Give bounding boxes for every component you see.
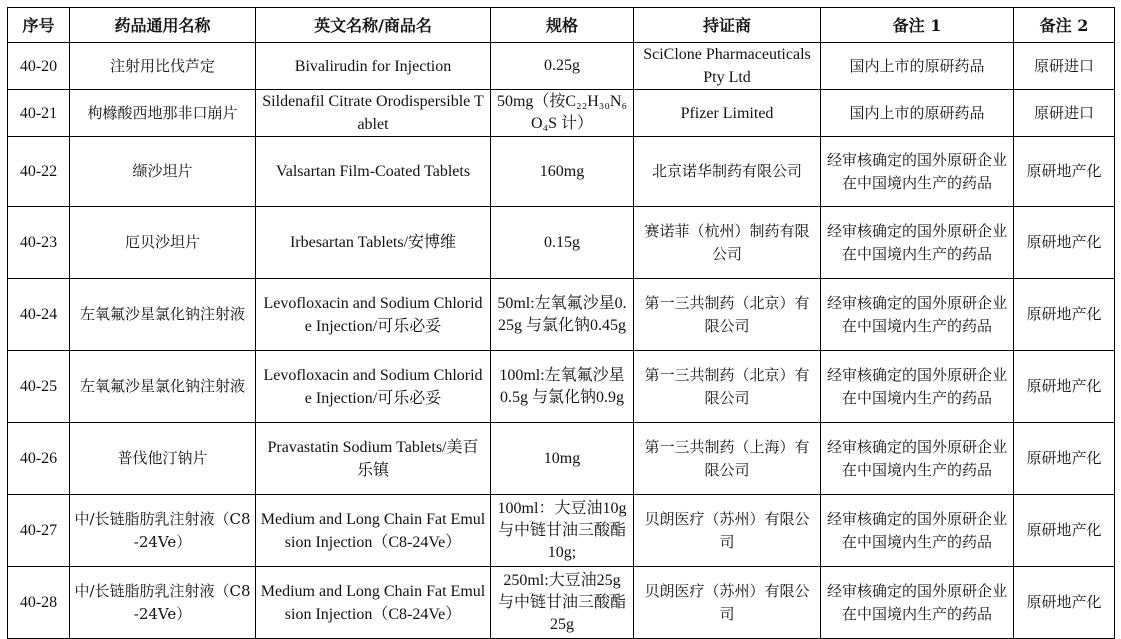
cell-note-1: 经审核确定的国外原研企业在中国境内生产的药品 <box>821 351 1014 423</box>
table-row <box>8 423 1115 495</box>
cell-note-1: 经审核确定的国外原研企业在中国境内生产的药品 <box>821 137 1014 207</box>
cell-english-name: Irbesartan Tablets/安博维 <box>256 207 491 279</box>
cell-note-2: 原研地产化 <box>1014 279 1115 351</box>
table-row <box>8 43 1115 90</box>
cell-holder: 贝朗医疗（苏州）有限公司 <box>634 567 821 639</box>
header-english-name: 英文名称/商品名 <box>256 8 491 43</box>
cell-generic-name: 缬沙坦片 <box>70 137 256 207</box>
cell-holder: 贝朗医疗（苏州）有限公司 <box>634 495 821 567</box>
cell-english-name: Medium and Long Chain Fat Emulsion Injection（C8-24Ve） <box>256 567 491 639</box>
cell-seq: 40-22 <box>8 137 70 207</box>
cell-generic-name: 枸橼酸西地那非口崩片 <box>70 90 256 137</box>
cell-english-name: Levofloxacin and Sodium Chloride Injection/可乐必妥 <box>256 279 491 351</box>
cell-holder: 第一三共制药（北京）有限公司 <box>634 351 821 423</box>
cell-spec: 250ml:大豆油25g 与中链甘油三酸酯 25g <box>491 567 634 639</box>
cell-seq: 40-21 <box>8 90 70 137</box>
cell-holder: 第一三共制药（北京）有限公司 <box>634 279 821 351</box>
cell-spec: 100ml:左氧氟沙星 0.5g 与氯化钠0.9g <box>491 351 634 423</box>
table-row <box>8 207 1115 279</box>
table-row <box>8 495 1115 567</box>
cell-generic-name: 普伐他汀钠片 <box>70 423 256 495</box>
header-seq: 序号 <box>8 8 70 43</box>
cell-holder: 北京诺华制药有限公司 <box>634 137 821 207</box>
cell-note-2: 原研地产化 <box>1014 137 1115 207</box>
cell-english-name: Bivalirudin for Injection <box>256 43 491 90</box>
table-row <box>8 351 1115 423</box>
table-row <box>8 279 1115 351</box>
cell-note-1: 经审核确定的国外原研企业在中国境内生产的药品 <box>821 423 1014 495</box>
cell-spec: 0.15g <box>491 207 634 279</box>
cell-note-2: 原研地产化 <box>1014 423 1115 495</box>
cell-note-1: 经审核确定的国外原研企业在中国境内生产的药品 <box>821 207 1014 279</box>
cell-note-2: 原研地产化 <box>1014 567 1115 639</box>
drug-list-table <box>7 7 1115 639</box>
cell-note-1: 经审核确定的国外原研企业在中国境内生产的药品 <box>821 495 1014 567</box>
cell-generic-name: 左氧氟沙星氯化钠注射液 <box>70 279 256 351</box>
cell-generic-name: 中/长链脂肪乳注射液（C8-24Ve） <box>70 567 256 639</box>
cell-note-1: 经审核确定的国外原研企业在中国境内生产的药品 <box>821 567 1014 639</box>
table-row <box>8 90 1115 137</box>
cell-english-name: Valsartan Film-Coated Tablets <box>256 137 491 207</box>
cell-spec: 160mg <box>491 137 634 207</box>
cell-note-2: 原研地产化 <box>1014 495 1115 567</box>
cell-english-name: Levofloxacin and Sodium Chloride Injection/可乐必妥 <box>256 351 491 423</box>
cell-holder: 赛诺菲（杭州）制药有限公司 <box>634 207 821 279</box>
header-holder: 持证商 <box>634 8 821 43</box>
cell-generic-name: 左氧氟沙星氯化钠注射液 <box>70 351 256 423</box>
cell-spec: 50mg（按C₂₂H₃₀N₆O₄S 计） <box>491 90 634 137</box>
cell-spec: 100ml：大豆油10g 与中链甘油三酸酯 10g; <box>491 495 634 567</box>
cell-note-2: 原研进口 <box>1014 90 1115 137</box>
cell-seq: 40-25 <box>8 351 70 423</box>
cell-english-name: Pravastatin Sodium Tablets/美百乐镇 <box>256 423 491 495</box>
cell-seq: 40-24 <box>8 279 70 351</box>
cell-english-name: Sildenafil Citrate Orodispersible Tablet <box>256 90 491 137</box>
header-note-2: 备注 2 <box>1014 8 1115 43</box>
cell-holder: 第一三共制药（上海）有限公司 <box>634 423 821 495</box>
cell-english-name: Medium and Long Chain Fat Emulsion Injection（C8-24Ve） <box>256 495 491 567</box>
cell-note-2: 原研地产化 <box>1014 351 1115 423</box>
cell-generic-name: 厄贝沙坦片 <box>70 207 256 279</box>
cell-holder: Pfizer Limited <box>634 90 821 137</box>
cell-note-2: 原研进口 <box>1014 43 1115 90</box>
cell-seq: 40-28 <box>8 567 70 639</box>
table-row <box>8 567 1115 639</box>
cell-generic-name: 注射用比伐芦定 <box>70 43 256 90</box>
cell-seq: 40-20 <box>8 43 70 90</box>
cell-note-1: 国内上市的原研药品 <box>821 43 1014 90</box>
cell-note-2: 原研地产化 <box>1014 207 1115 279</box>
header-spec: 规格 <box>491 8 634 43</box>
cell-spec: 0.25g <box>491 43 634 90</box>
cell-seq: 40-26 <box>8 423 70 495</box>
table-header-row <box>8 8 1115 43</box>
cell-spec: 10mg <box>491 423 634 495</box>
header-generic-name: 药品通用名称 <box>70 8 256 43</box>
cell-note-1: 国内上市的原研药品 <box>821 90 1014 137</box>
cell-generic-name: 中/长链脂肪乳注射液（C8-24Ve） <box>70 495 256 567</box>
cell-seq: 40-27 <box>8 495 70 567</box>
cell-holder: SciClone Pharmaceuticals Pty Ltd <box>634 43 821 90</box>
table-row <box>8 137 1115 207</box>
cell-seq: 40-23 <box>8 207 70 279</box>
cell-spec: 50ml:左氧氟沙星0.25g 与氯化钠0.45g <box>491 279 634 351</box>
header-note-1: 备注 1 <box>821 8 1014 43</box>
cell-note-1: 经审核确定的国外原研企业在中国境内生产的药品 <box>821 279 1014 351</box>
